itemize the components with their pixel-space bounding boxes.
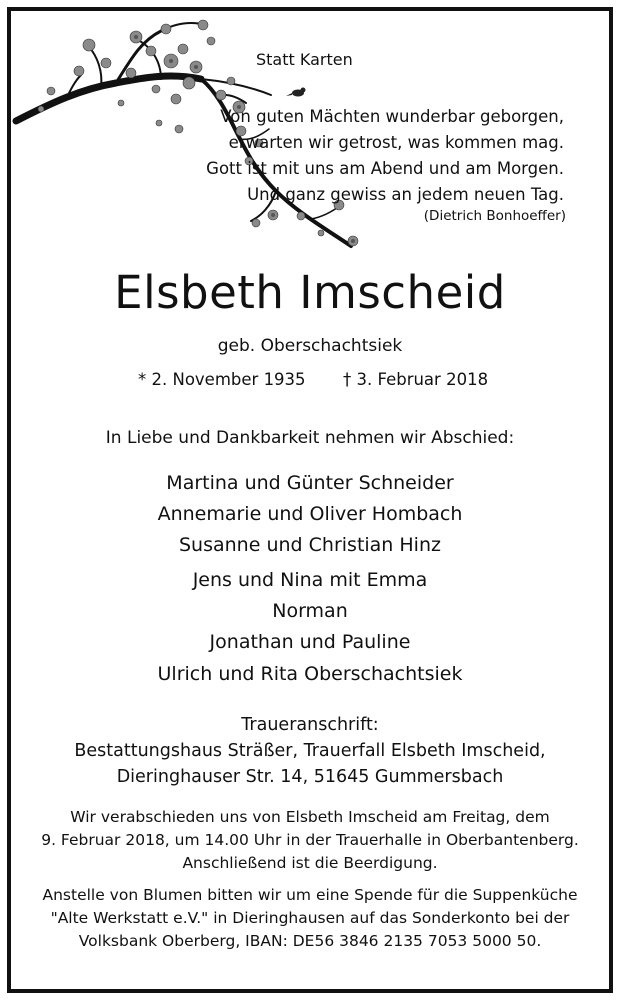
family-member: Martina und Günter Schneider [166, 472, 454, 494]
donation-info [0, 884, 620, 953]
service-info [0, 806, 620, 875]
poem-line: Gott ist mit uns am Abend und am Morgen. [206, 159, 564, 178]
mourning-address [0, 712, 620, 790]
donation-line: Volksbank Oberberg, IBAN: DE56 3846 2135 7053 5000 50. [78, 932, 542, 950]
family-member: Norman [272, 600, 348, 622]
poem-line: Und ganz gewiss an jedem neuen Tag. [247, 185, 564, 204]
address-line: Dieringhauser Str. 14, 51645 Gummersbach [116, 767, 504, 787]
maiden-name: geb. Oberschachtsiek [217, 336, 403, 356]
family-group-2 [0, 565, 620, 658]
service-line: Anschließend ist die Beerdigung. [182, 854, 438, 872]
address-label: Traueranschrift: [241, 715, 379, 735]
address-line: Bestattungshaus Sträßer, Trauerfall Elsbeth Imscheid, [74, 741, 546, 761]
poem-line: erwarten wir getrost, was kommen mag. [228, 133, 564, 152]
death-date: † 3. Februar 2018 [343, 370, 489, 389]
family-group-1 [0, 468, 620, 561]
family-member: Annemarie und Oliver Hombach [157, 503, 463, 525]
birth-date: * 2. November 1935 [138, 370, 306, 389]
family-group-3 [0, 659, 620, 690]
deceased-name: Elsbeth Imscheid [114, 266, 506, 319]
donation-line: "Alte Werkstatt e.V." in Dieringhausen auf das Sonderkonto bei der [50, 909, 570, 927]
poem [206, 104, 564, 208]
family-member: Ulrich und Rita Oberschachtsiek [157, 663, 463, 685]
family-member: Susanne und Christian Hinz [179, 534, 441, 556]
family-member: Jonathan und Pauline [209, 631, 411, 653]
family-member: Jens und Nina mit Emma [192, 569, 428, 591]
service-line: Wir verabschieden uns von Elsbeth Imscheid am Freitag, dem [70, 808, 550, 826]
service-line: 9. Februar 2018, um 14.00 Uhr in der Trauerhalle in Oberbantenberg. [41, 831, 579, 849]
poem-author: (Dietrich Bonhoeffer) [423, 208, 566, 224]
poem-line: Von guten Mächten wunderbar geborgen, [220, 107, 564, 126]
donation-line: Anstelle von Blumen bitten wir um eine Spende für die Suppenküche [42, 886, 578, 904]
farewell-intro: In Liebe und Dankbarkeit nehmen wir Abschied: [105, 428, 515, 448]
statt-karten-label: Statt Karten [256, 50, 353, 69]
